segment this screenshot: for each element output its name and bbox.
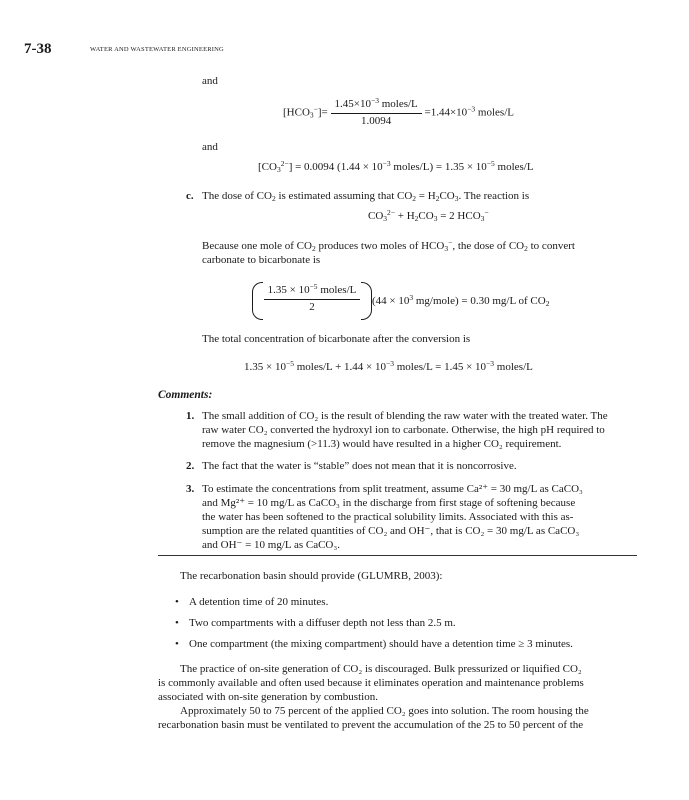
reaction-equation: $CO_3^{2-} + H_2CO_3 = 2$ $HCO_3^-$ — [368, 208, 489, 223]
because-line-2: carbonate to bicarbonate is — [202, 254, 321, 266]
bullet-item-3: One compartment (the mixing compartment) should have a detention time ≥ 3 minutes. — [189, 638, 573, 650]
equation-co3: $[CO_3^{2-}] = 0.0094$ ($1.44 \times 10^{-3}$ moles/L) = $1.35 \times 10^{-5}$ moles/L — [258, 159, 534, 174]
comment-1-number: 1. — [186, 410, 195, 422]
running-title: WATER AND WASTEWATER ENGINEERING — [90, 46, 224, 53]
comment-3-line-2: and Mg²⁺ = 10 mg/L as CaCO₃ in the discharge from first stage of softening because — [202, 497, 576, 509]
paragraph-1-line-1: The practice of on-site generation of CO₂ is discouraged. Bulk pressurized or liquified CO₂ — [180, 663, 582, 675]
total-conversion-text: The total concentration of bicarbonate after the conversion is — [202, 333, 471, 345]
bullet-item-2: Two compartments with a diffuser depth not less than 2.5 m. — [189, 617, 456, 629]
bullet-icon: • — [175, 638, 179, 650]
section-divider — [158, 555, 637, 556]
recarbonation-intro: The recarbonation basin should provide (GLUMRB, 2003): — [180, 570, 443, 582]
comment-3-line-1: To estimate the concentrations from split treatment, assume Ca²⁺ = 30 mg/L as CaCO₃ — [202, 483, 583, 495]
comment-3-line-5: and OH⁻ = 10 mg/L as CaCO₃. — [202, 539, 340, 551]
bullet-icon: • — [175, 596, 179, 608]
comment-2-line-1: The fact that the water is “stable” does not mean that it is noncorrosive. — [202, 460, 517, 472]
comment-3-number: 3. — [186, 483, 195, 495]
paragraph-2-line-1: Approximately 50 to 75 percent of the applied CO₂ goes into solution. The room housing the — [180, 705, 589, 717]
total-equation: $1.35 \times 10^{-5}$ moles/L + $1.44 \times 10^{-3}$ moles/L = $1.45 \times 10^{-3}$ moles/L — [244, 359, 533, 373]
comments-heading: Comments: — [158, 389, 213, 401]
paragraph-1-line-2: is commonly available and often used because it eliminates operation and maintenance problems — [158, 677, 584, 689]
and-text-2: and — [202, 141, 218, 153]
part-c-text: The dose of $CO_2$ is estimated assuming that $CO_2 = H_2CO_3$. The reaction is — [202, 190, 530, 203]
page-number: 7-38 — [24, 41, 52, 57]
paragraph-1-line-3: associated with on-site generation by combustion. — [158, 691, 378, 703]
bullet-item-1: A detention time of 20 minutes. — [189, 596, 329, 608]
comment-3-line-3: the water has been softened to the practical solubility limits. Associated with this as- — [202, 511, 574, 523]
comment-1-line-1: The small addition of CO₂ is the result of blending the raw water with the treated water. The — [202, 410, 608, 422]
dose-equation-rest: ($44 \times 10^3$ mg/mole) = 0.30 mg/L of $CO_2$ — [372, 293, 550, 308]
hco3-fraction: $\frac{1.45\times 10^{-3} moles/L}{1.0094}$ — [331, 98, 422, 128]
dose-fraction-paren: $\frac{1.35 \times 10^{-5} moles/L}{2}$ — [252, 282, 372, 320]
part-c-label: c. — [186, 190, 194, 202]
and-text-1: and — [202, 75, 218, 87]
comment-2-number: 2. — [186, 460, 195, 472]
bullet-icon: • — [175, 617, 179, 629]
because-line-1: Because one mole of $CO_2$ produces two moles of $HCO_3^-$, the dose of $CO_2$ to convert — [202, 238, 575, 253]
paragraph-2-line-2: recarbonation basin must be ventilated to prevent the accumulation of the 25 to 50 percent of the — [158, 719, 584, 731]
comment-3-line-4: sumption are the related quantities of CO₂ and OH⁻, that is CO₂ = 30 mg/L as CaCO₃ — [202, 525, 580, 537]
comment-1-line-3: remove the magnesium (>11.3) would have resulted in a higher CO₂ requirement. — [202, 438, 562, 450]
comment-1-line-2: raw water CO₂ converted the hydroxyl ion to carbonate. Otherwise, the high pH required to — [202, 424, 605, 436]
equation-hco3: $[HCO_3^-]=$ $\frac{1.45\times 10^{-3} moles/L}{1.0094}$ $=1.44\times 10^{-3}$ moles/L — [283, 96, 514, 127]
